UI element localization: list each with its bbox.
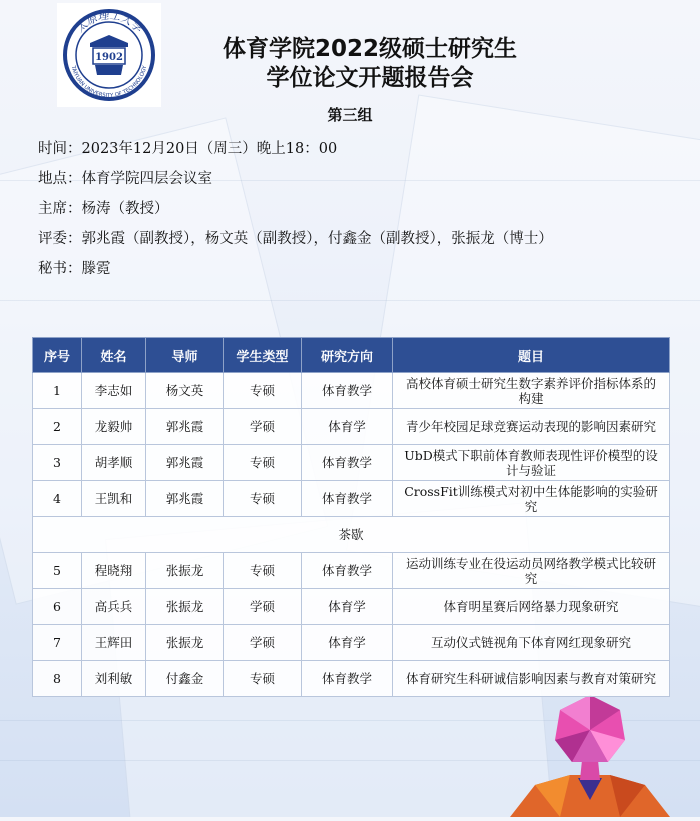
header-topic: 题目 [393,338,670,373]
header-direction: 研究方向 [302,338,393,373]
cell-index: 2 [33,409,82,445]
cell-index: 7 [33,625,82,661]
logo-english-name: TAIYUAN UNIVERSITY OF TECHNOLOGY [69,65,149,100]
cell-index: 4 [33,481,82,517]
header-index: 序号 [33,338,82,373]
cell-topic: 体育明星赛后网络暴力现象研究 [393,589,670,625]
cell-index: 3 [33,445,82,481]
cell-name: 王凯和 [82,481,146,517]
cell-type: 学硕 [224,409,302,445]
place-value: 体育学院四层会议室 [81,171,212,187]
cell-advisor: 张振龙 [146,625,224,661]
schedule-table [32,337,670,697]
page-title-line2: 学位论文开题报告会 [266,65,474,91]
cell-index: 5 [33,553,82,589]
info-chair [38,197,169,218]
cell-direction: 体育学 [302,409,393,445]
cell-type: 专硕 [224,553,302,589]
header-advisor: 导师 [146,338,224,373]
table-header-row [33,338,670,373]
tea-break-row [33,517,670,553]
table-row [33,445,670,481]
chair-label: 主席： [38,201,82,217]
cell-name: 胡孝顺 [82,445,146,481]
cell-topic: CrossFit训练模式对初中生体能影响的实验研究 [393,481,670,517]
cell-type: 专硕 [224,661,302,697]
university-logo [57,3,161,107]
cell-direction: 体育教学 [302,481,393,517]
table-row [33,409,670,445]
cell-topic: UbD模式下职前体育教师表现性评价模型的设计与验证 [393,445,670,481]
cell-index: 6 [33,589,82,625]
group-heading: 第三组 [327,106,373,124]
info-judges [38,227,553,248]
cell-direction: 体育学 [302,589,393,625]
secretary-value: 滕霓 [81,261,111,277]
cell-type: 专硕 [224,373,302,409]
cell-name: 高兵兵 [82,589,146,625]
page-title-line1: 体育学院2022级硕士研究生 [222,36,517,62]
table-row [33,589,670,625]
cell-direction: 体育教学 [302,373,393,409]
judges-value: 郭兆霞（副教授），杨文英（副教授），付鑫金（副教授），张振龙（博士） [81,231,553,247]
table-row [33,553,670,589]
cell-direction: 体育教学 [302,661,393,697]
table-row [33,481,670,517]
cell-name: 龙毅帅 [82,409,146,445]
table-row [33,373,670,409]
time-value: 2023年12月20日（周三）晚上18：00 [81,141,338,157]
cell-index: 1 [33,373,82,409]
info-place [38,167,212,188]
cell-name: 李志如 [82,373,146,409]
header-name: 姓名 [82,338,146,373]
cell-topic: 高校体育硕士研究生数字素养评价指标体系的构建 [393,373,670,409]
cell-name: 刘利敏 [82,661,146,697]
cell-name: 王辉田 [82,625,146,661]
cell-direction: 体育学 [302,625,393,661]
cell-topic: 运动训练专业在役运动员网络教学模式比较研究 [393,553,670,589]
tea-break-label: 茶歇 [33,517,670,553]
cell-type: 学硕 [224,589,302,625]
cell-index: 8 [33,661,82,697]
table-row [33,625,670,661]
cell-advisor: 付鑫金 [146,661,224,697]
cell-advisor: 杨文英 [146,373,224,409]
info-time [38,137,337,158]
cell-direction: 体育教学 [302,553,393,589]
cell-topic: 体育研究生科研诚信影响因素与教育对策研究 [393,661,670,697]
cell-advisor: 郭兆霞 [146,445,224,481]
cell-type: 学硕 [224,625,302,661]
decorative-figure-illustration [490,690,690,821]
cell-advisor: 张振龙 [146,589,224,625]
judges-label: 评委： [38,231,82,247]
header-student-type: 学生类型 [224,338,302,373]
cell-direction: 体育教学 [302,445,393,481]
place-label: 地点： [38,171,82,187]
chair-value: 杨涛（教授） [81,201,169,217]
info-secretary [38,257,111,278]
logo-chinese-name: 太原理工大学 [73,8,145,36]
time-label: 时间： [38,141,82,157]
cell-advisor: 张振龙 [146,553,224,589]
table-row [33,661,670,697]
cell-name: 程晓翔 [82,553,146,589]
secretary-label: 秘书： [38,261,82,277]
cell-topic: 互动仪式链视角下体育网红现象研究 [393,625,670,661]
cell-advisor: 郭兆霞 [146,481,224,517]
cell-type: 专硕 [224,481,302,517]
cell-type: 专硕 [224,445,302,481]
cell-topic: 青少年校园足球竞赛运动表现的影响因素研究 [393,409,670,445]
logo-year: 1902 [95,52,123,63]
cell-advisor: 郭兆霞 [146,409,224,445]
